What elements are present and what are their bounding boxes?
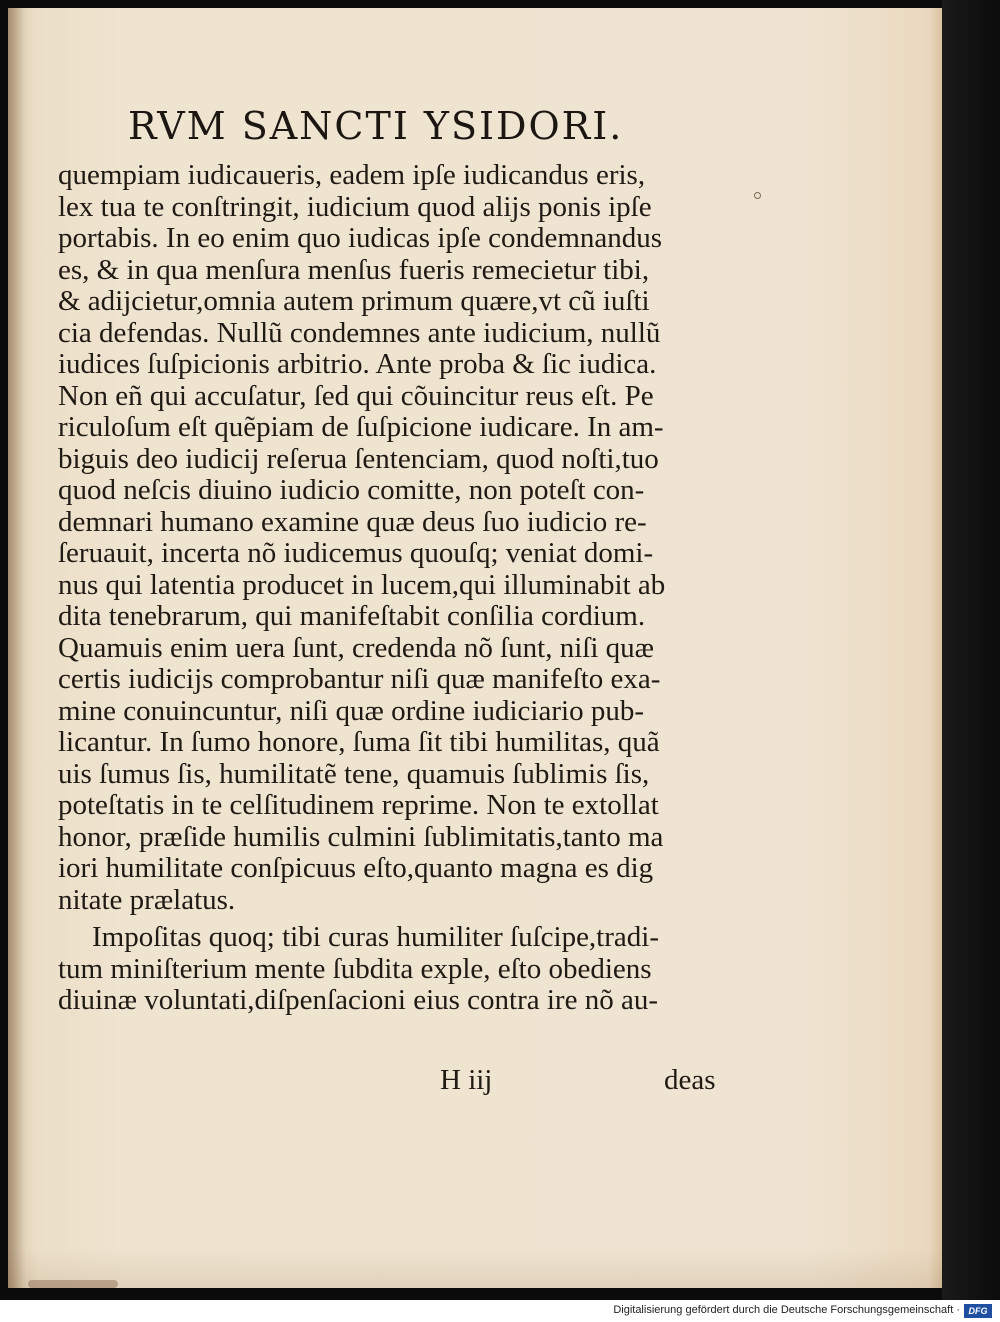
text-line: dita tenebrarum, qui manifeſtabit conſilia cordium. xyxy=(58,600,646,632)
text-line: diuinæ voluntati,diſpenſacioni eius contra ire nõ au- xyxy=(58,984,658,1016)
text-line: tum miniſterium mente ſubdita exple, eſto obediens xyxy=(58,952,652,985)
text-line: honor, præſide humilis culmini ſublimitatis,tanto ma xyxy=(58,820,664,853)
text-line: iudices ſuſpicionis arbitrio. Ante proba & ſic iudica. xyxy=(58,348,657,380)
text-line: riculoſum eſt quẽpiam de ſuſpicione iudicare. In am- xyxy=(58,411,664,443)
paper-stain xyxy=(28,1280,118,1288)
text-line: Non eñ qui accuſatur, ſed qui cõuincitur reus eſt. Pe xyxy=(58,379,654,412)
dfg-logo-icon: DFG xyxy=(964,1304,992,1318)
paragraph-start-line: Impoſitas quoq; tibi curas humiliter ſuſcipe,tradi- xyxy=(92,921,659,953)
text-line: nus qui latentia producet in lucem,qui illuminabit ab xyxy=(58,568,666,601)
footer-bar xyxy=(0,1300,1000,1322)
text-line: biguis deo iudicij reſerua ſentenciam, quod noſti,tuo xyxy=(58,442,659,475)
text-line: Quamuis enim uera ſunt, credenda nõ ſunt, niſi quæ xyxy=(58,631,654,664)
main-text-block xyxy=(58,160,738,1017)
text-line: cia defendas. Nullũ condemnes ante iudicium, nullũ xyxy=(58,316,661,349)
text-line: demnari humano examine quæ deus ſuo iudicio re- xyxy=(58,505,647,538)
text-line: certis iudicijs comprobantur niſi quæ manifeſto exa- xyxy=(58,663,661,695)
gutter-shadow xyxy=(8,8,26,1288)
text-line: poteſtatis in te celſitudinem reprime. Non te extollat xyxy=(58,789,659,821)
text-line: ſeruauit, incerta nõ iudicemus quouſq; veniat domi- xyxy=(58,537,654,569)
text-line: mine conuincuntur, niſi quæ ordine iudiciario pub- xyxy=(58,694,644,727)
funding-credit: Digitalisierung gefördert durch die Deutsche Forschungsgemeinschaft · xyxy=(613,1304,960,1316)
text-line: nitate prælatus. xyxy=(58,883,236,916)
page-edge-shadow xyxy=(942,0,1000,1300)
signature-mark: H iij xyxy=(440,1064,493,1096)
text-line: licantur. In ſumo honore, ſuma ſit tibi humilitas, quã xyxy=(58,726,660,758)
text-line: uis ſumus ſis, humilitatẽ tene, quamuis ſublimis ſis, xyxy=(58,757,650,790)
text-line: es, & in qua menſura menſus fueris remecietur tibi, xyxy=(58,253,650,286)
ink-dot xyxy=(754,192,761,199)
text-line: iori humilitate conſpicuus eſto,quanto magna es dig xyxy=(58,852,654,884)
text-line: portabis. In eo enim quo iudicas ipſe condemnandus xyxy=(58,222,663,254)
text-line: & adijcietur,omnia autem primum quære,vt cũ iuſti xyxy=(58,285,650,317)
catchword: deas xyxy=(664,1064,716,1096)
running-head: RVM SANCTI YSIDORI. xyxy=(128,104,624,148)
text-line: quempiam iudicaueris, eadem ipſe iudicandus eris, xyxy=(58,159,646,191)
text-line: quod neſcis diuino iudicio comitte, non poteſt con- xyxy=(58,474,645,506)
text-line: lex tua te conſtringit, iudicium quod alijs ponis ipſe xyxy=(58,190,652,223)
